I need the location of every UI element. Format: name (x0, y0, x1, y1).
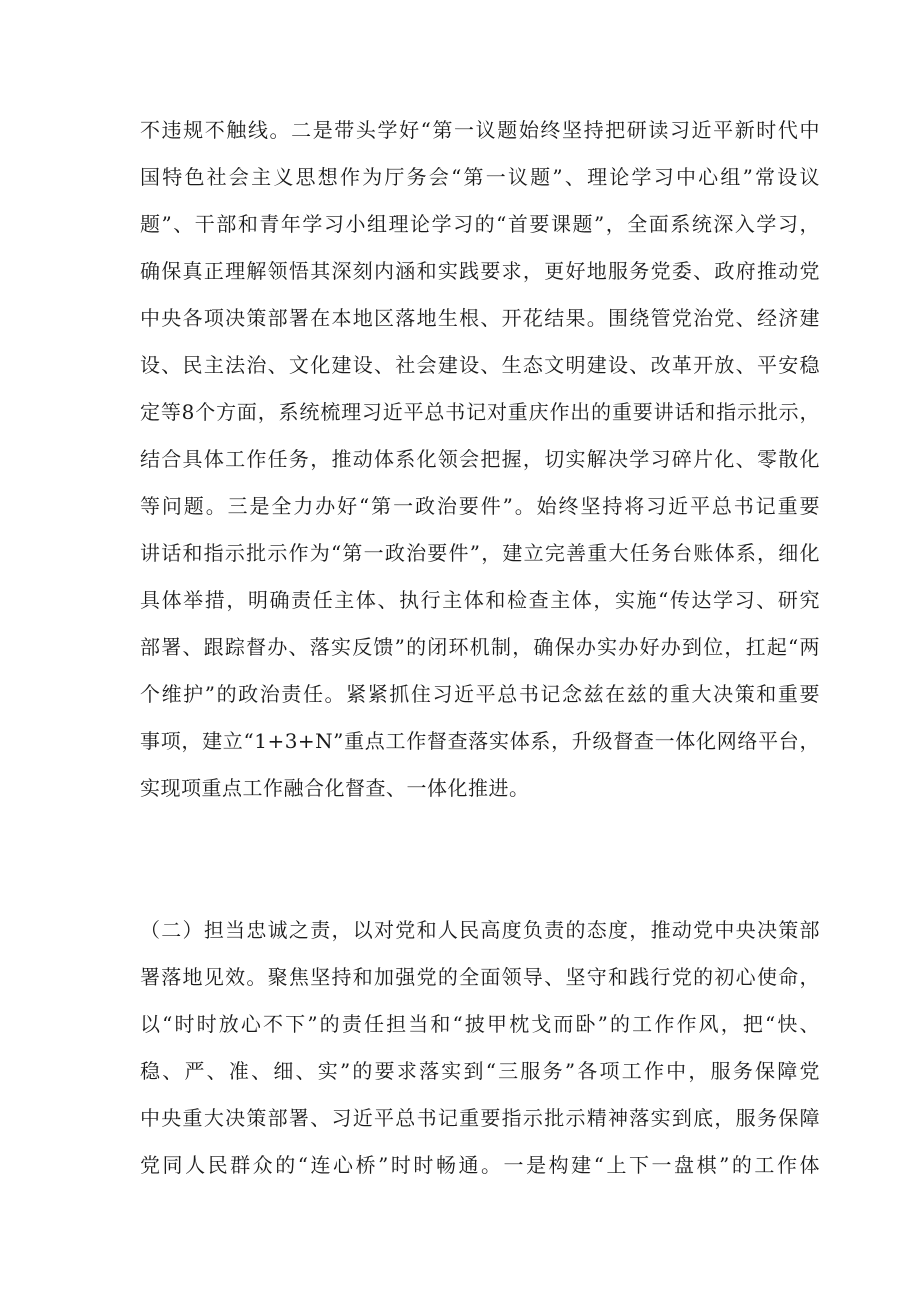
text-line: 实现项重点工作融合化督查、一体化推进。 (140, 776, 530, 800)
text-line: （二）担当忠诚之责，以对党和人民高度负责的态度，推动党中央决策部 (140, 918, 820, 942)
text-line: 题”、干部和青年学习小组理论学习的“首要课题”，全面系统深入学习， (140, 212, 820, 236)
text-line: 事项，建立“1+3+N”重点工作督查落实体系，升级督查一体化网络平台， (140, 729, 820, 753)
text-line: 确保真正理解领悟其深刻内涵和实践要求，更好地服务党委、政府推动党 (140, 259, 820, 283)
text-line: 党同人民群众的“连心桥”时时畅通。一是构建“上下一盘棋”的工作体 (140, 1153, 820, 1177)
text-line: 中央各项决策部署在本地区落地生根、开花结果。围绕管党治党、经济建 (140, 306, 820, 330)
text-line: 设、民主法治、文化建设、社会建设、生态文明建设、改革开放、平安稳 (140, 353, 820, 377)
text-line: 以“时时放心不下”的责任担当和“披甲枕戈而卧”的工作作风，把“快、 (140, 1012, 820, 1036)
text-line: 稳、严、准、细、实”的要求落实到“三服务”各项工作中，服务保障党 (140, 1059, 820, 1083)
text-line: 等问题。三是全力办好“第一政治要件”。始终坚持将习近平总书记重要 (140, 494, 820, 518)
text-line: 结合具体工作任务，推动体系化领会把握，切实解决学习碎片化、零散化 (140, 447, 820, 471)
text-line: 不违规不触线。二是带头学好“第一议题始终坚持把研读习近平新时代中 (140, 118, 820, 142)
text-line: 署落地见效。聚焦坚持和加强党的全面领导、坚守和践行党的初心使命， (140, 965, 820, 989)
text-line: 定等8个方面，系统梳理习近平总书记对重庆作出的重要讲话和指示批示， (140, 400, 820, 424)
text-line: 部署、跟踪督办、落实反馈”的闭环机制，确保办实办好办到位，扛起“两 (140, 635, 820, 659)
text-line: 个维护”的政治责任。紧紧抓住习近平总书记念兹在兹的重大决策和重要 (140, 682, 820, 706)
text-line: 国特色社会主义思想作为厅务会“第一议题”、理论学习中心组”常设议 (140, 165, 820, 189)
text-line: 讲话和指示批示作为“第一政治要件”，建立完善重大任务台账体系，细化 (140, 541, 820, 565)
text-line: 中央重大决策部署、习近平总书记重要指示批示精神落实到底，服务保障 (140, 1106, 820, 1130)
text-line: 具体举措，明确责任主体、执行主体和检查主体，实施“传达学习、研究 (140, 588, 820, 612)
